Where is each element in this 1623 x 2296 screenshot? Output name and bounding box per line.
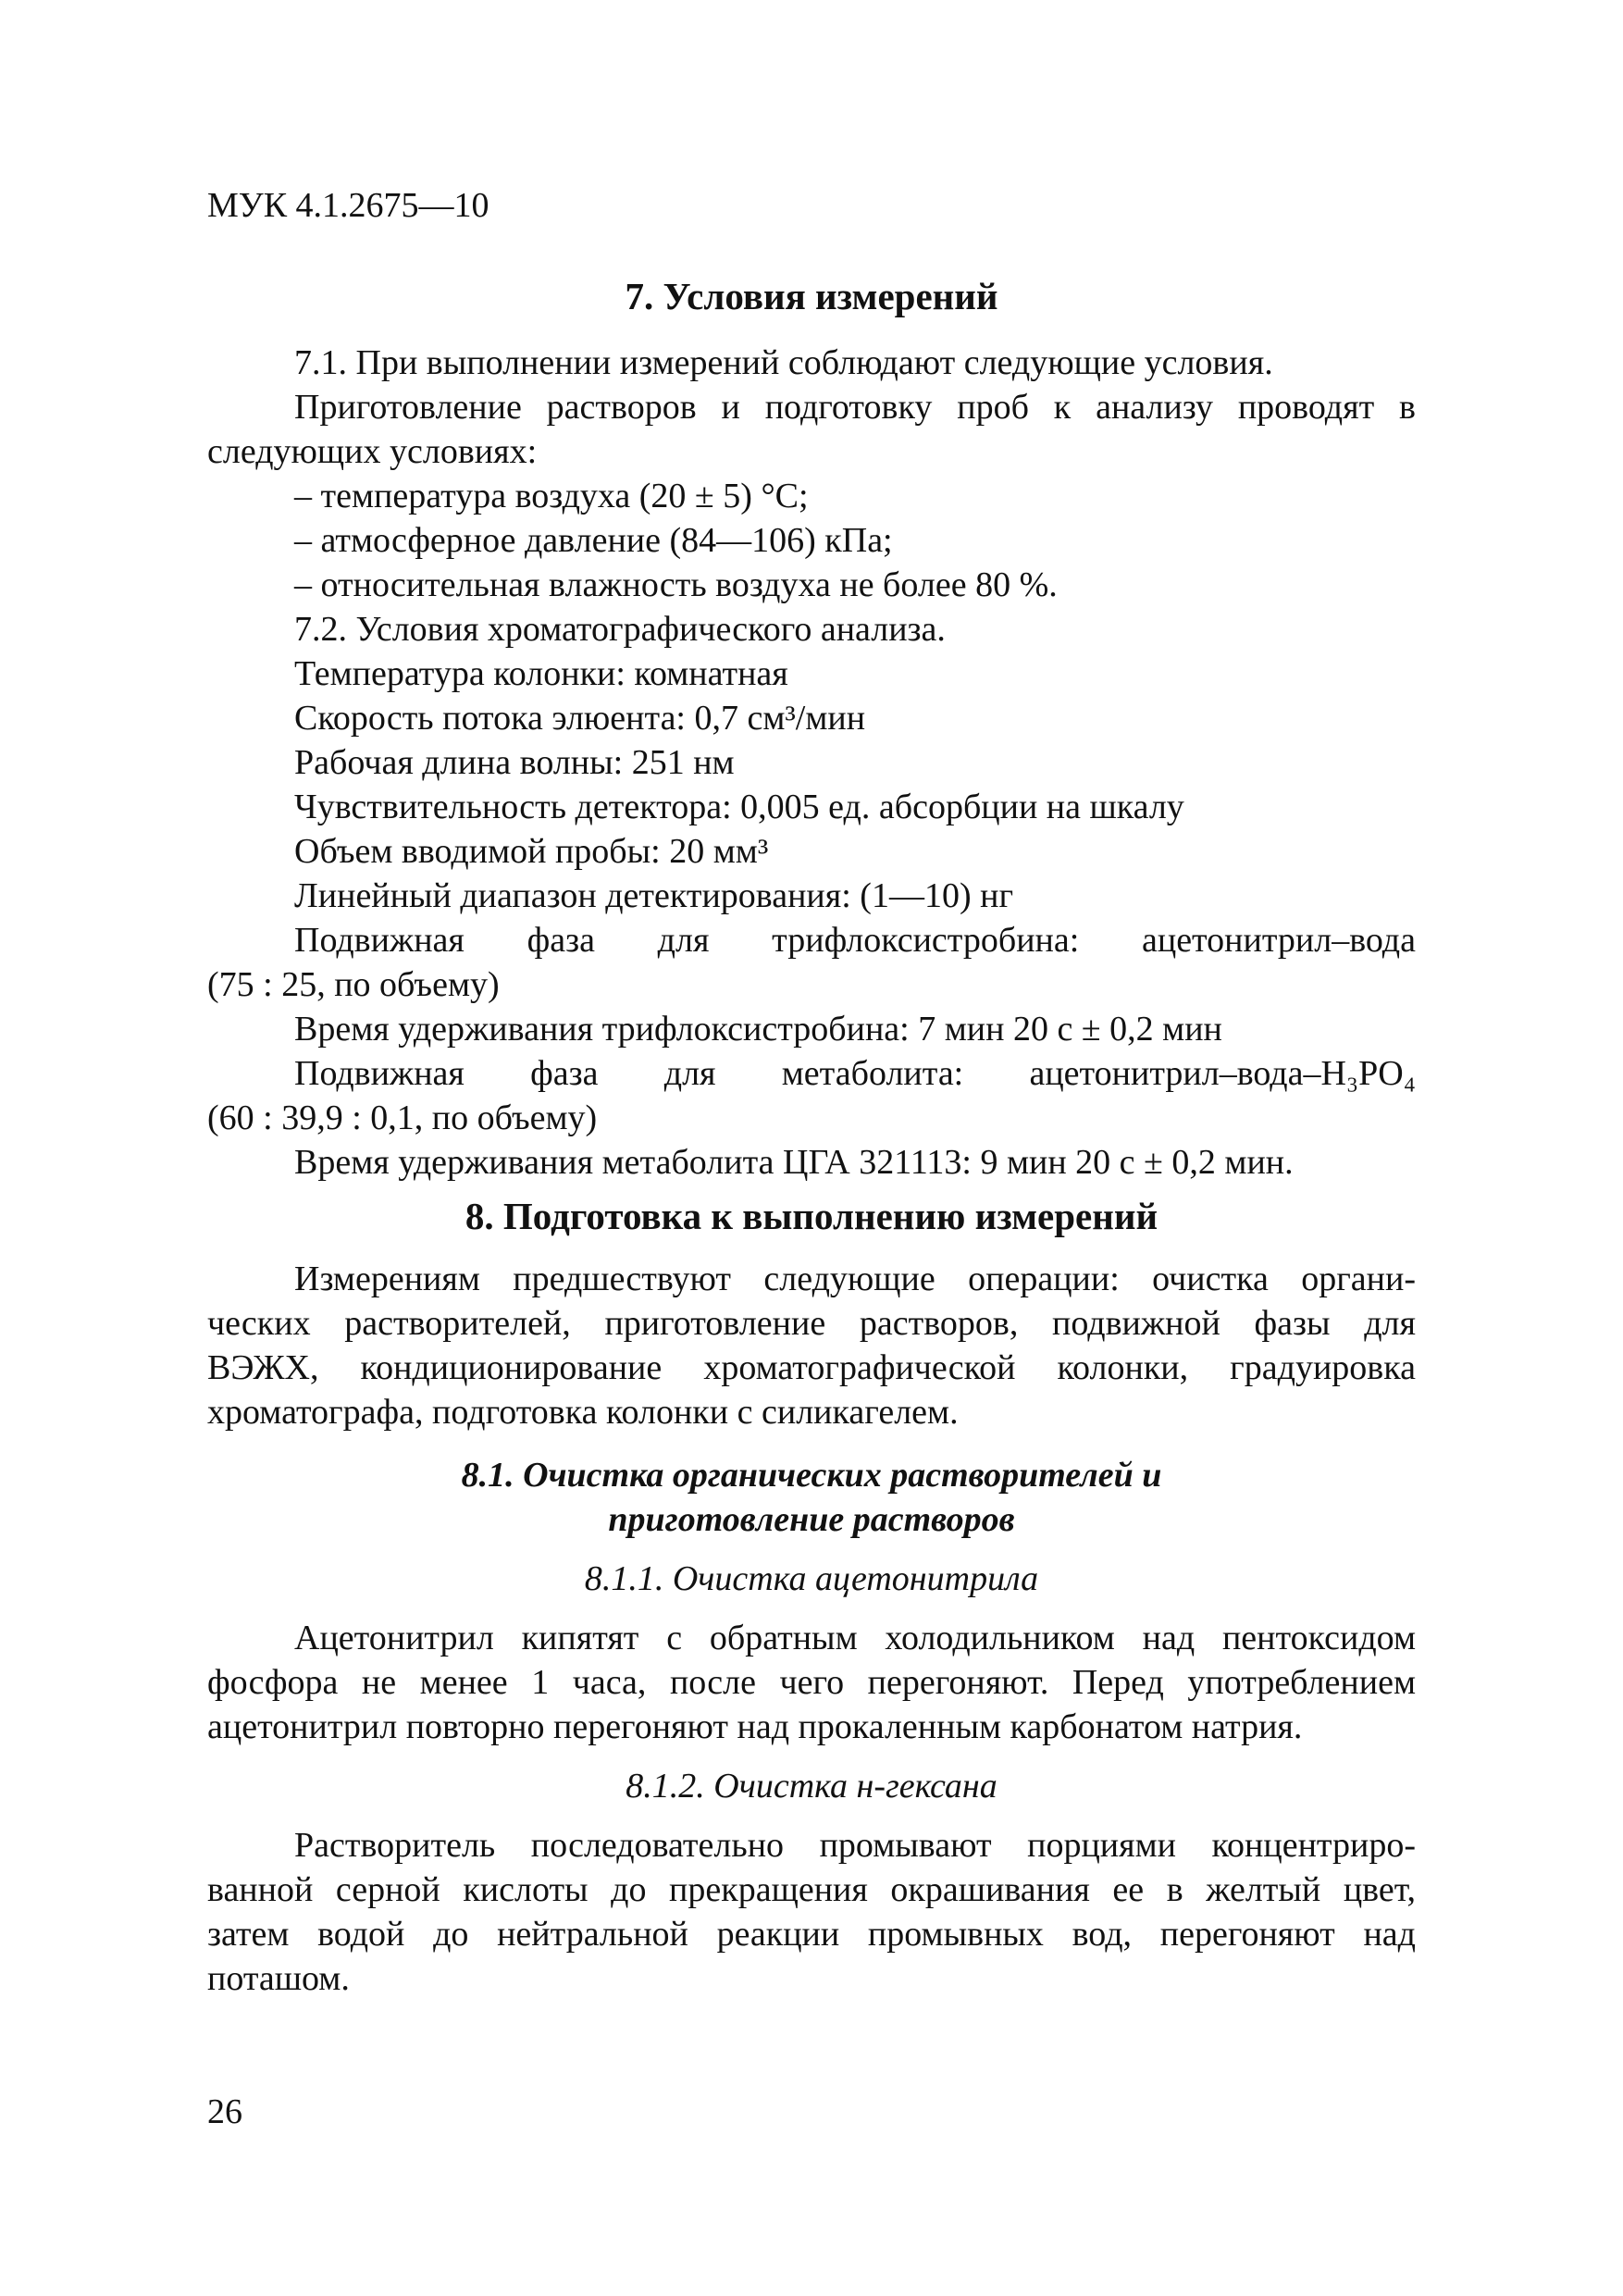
subsection-8-1-1-title: 8.1.1. Очистка ацетонитрила bbox=[584, 1559, 1039, 1598]
mobile-phase-1-line-1: Подвижная фаза для трифлоксистробина: ацетонитрил–вода bbox=[294, 921, 1416, 960]
section-8-intro-line-1: Измерениям предшествуют следующие операции: очистка органи- bbox=[294, 1260, 1416, 1298]
detector-sensitivity: Чувствительность детектора: 0,005 ед. абсорбции на шкалу bbox=[294, 788, 1184, 826]
para-8-1-1-line-2: фосфора не менее 1 часа, после чего перегоняют. Перед употреблением bbox=[207, 1663, 1416, 1702]
retention-time-1: Время удерживания трифлоксистробина: 7 мин 20 с ± 0,2 мин bbox=[294, 1010, 1222, 1049]
para-8-1-2-line-3: затем водой до нейтральной реакции промывных вод, перегоняют над bbox=[207, 1915, 1416, 1954]
para-8-1-2-line-4: поташом. bbox=[207, 1959, 350, 1998]
para-8-1-1-line-3: ацетонитрил повторно перегоняют над прокаленным карбонатом натрия. bbox=[207, 1707, 1303, 1746]
section-7-para-3: 7.2. Условия хроматографического анализа. bbox=[294, 610, 946, 649]
section-8-intro-line-2: ческих растворителей, приготовление растворов, подвижной фазы для bbox=[207, 1304, 1416, 1343]
mobile-phase-1-line-2: (75 : 25, по объему) bbox=[207, 965, 500, 1004]
para-8-1-2-line-1: Растворитель последовательно промывают порциями концентриро- bbox=[294, 1826, 1416, 1865]
working-wavelength: Рабочая длина волны: 251 нм bbox=[294, 743, 735, 782]
column-temperature: Температура колонки: комнатная bbox=[294, 654, 788, 693]
subsection-8-1-title-line-1: 8.1. Очистка органических растворителей и bbox=[461, 1456, 1162, 1495]
linear-range: Линейный диапазон детектирования: (1—10) нг bbox=[294, 876, 1014, 915]
section-7-para-1: 7.1. При выполнении измерений соблюдают следующие условия. bbox=[294, 343, 1273, 382]
section-8-intro-line-3: ВЭЖХ, кондиционирование хроматографической колонки, градуировка bbox=[207, 1348, 1416, 1387]
para-8-1-2-line-2: ванной серной кислоты до прекращения окрашивания ее в желтый цвет, bbox=[207, 1870, 1416, 1909]
page-number: 26 bbox=[207, 2092, 242, 2131]
section-7-title: 7. Условия измерений bbox=[625, 275, 998, 317]
subsection-8-1-2-title: 8.1.2. Очистка н-гексана bbox=[626, 1767, 997, 1806]
condition-temperature: – температура воздуха (20 ± 5) °С; bbox=[294, 477, 809, 515]
document-code-header: МУК 4.1.2675—10 bbox=[207, 186, 489, 225]
injection-volume: Объем вводимой пробы: 20 мм³ bbox=[294, 832, 769, 871]
subsection-8-1-title-line-2: приготовление растворов bbox=[608, 1500, 1015, 1539]
mobile-phase-2-line-2: (60 : 39,9 : 0,1, по объему) bbox=[207, 1098, 598, 1137]
eluent-flow-rate: Скорость потока элюента: 0,7 см³/мин bbox=[294, 699, 866, 738]
condition-humidity: – относительная влажность воздуха не более 80 %. bbox=[294, 565, 1058, 604]
mobile-phase-2-line-1: Подвижная фаза для метаболита: ацетонитрил–вода–H₃PO₄ bbox=[294, 1054, 1416, 1093]
section-7-para-2-line-2: следующих условиях: bbox=[207, 432, 538, 471]
section-8-intro-line-4: хроматографа, подготовка колонки с силикагелем. bbox=[207, 1393, 959, 1432]
section-7-para-2-line-1: Приготовление растворов и подготовку проб к анализу проводят в bbox=[294, 388, 1416, 427]
section-8-title: 8. Подготовка к выполнению измерений bbox=[465, 1195, 1158, 1237]
condition-pressure: – атмосферное давление (84—106) кПа; bbox=[294, 521, 893, 560]
retention-time-2: Время удерживания метаболита ЦГА 321113: 9 мин 20 с ± 0,2 мин. bbox=[294, 1143, 1294, 1182]
para-8-1-1-line-1: Ацетонитрил кипятят с обратным холодильником над пентоксидом bbox=[294, 1619, 1416, 1657]
